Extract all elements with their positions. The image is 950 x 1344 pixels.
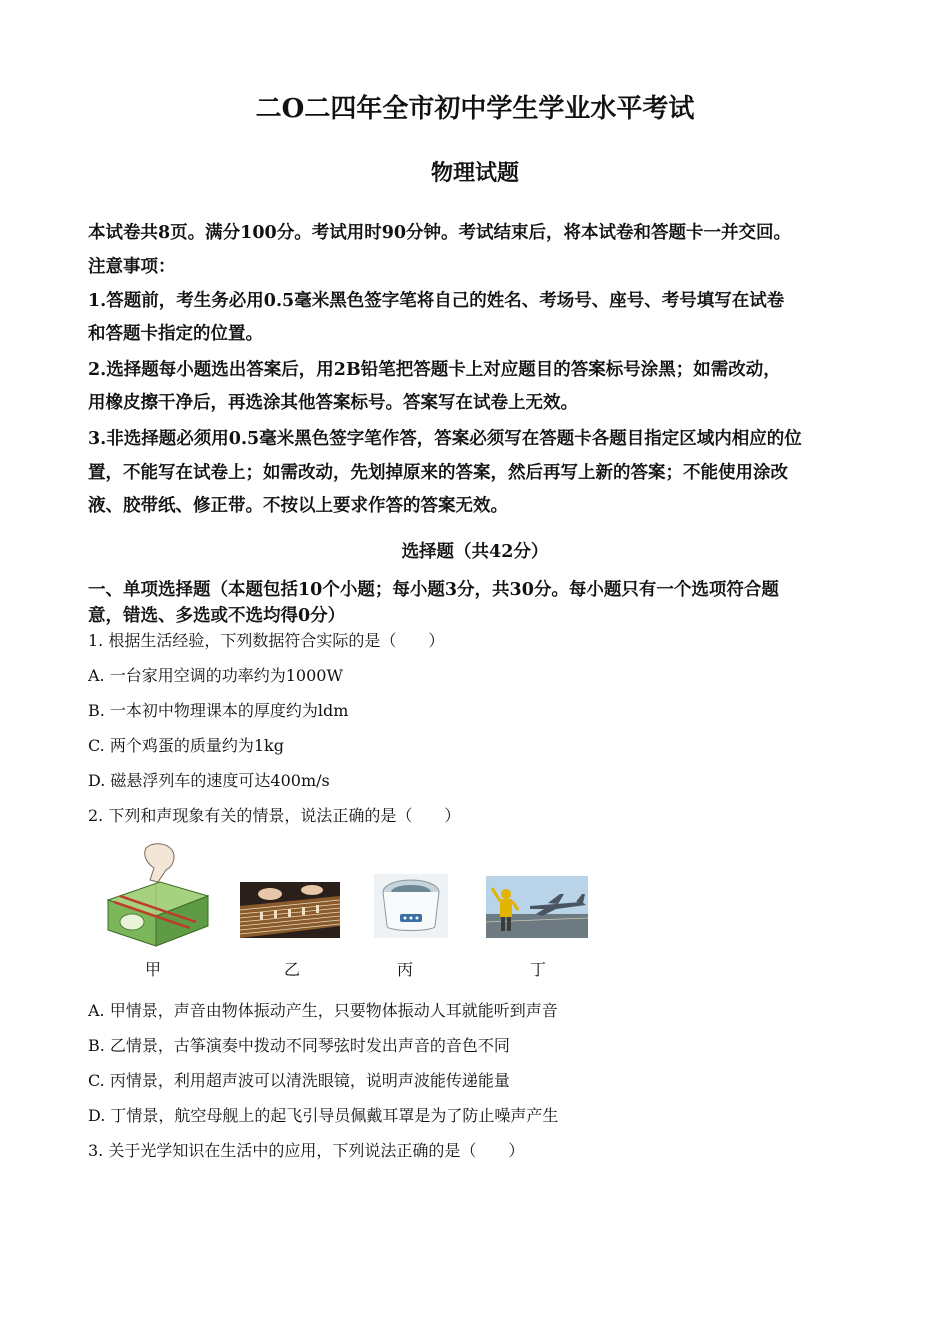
note-3-line-2: 置，不能写在试卷上；如需改动，先划掉原来的答案，然后再写上新的答案；不能使用涂改 bbox=[88, 463, 788, 483]
question-2-option-b: B. 乙情景，古筝演奏中拨动不同琴弦时发出声音的音色不同 bbox=[88, 1036, 510, 1055]
figure-caption-jia: 甲 bbox=[144, 960, 161, 979]
note-2-line-1: 2.选择题每小题选出答案后，用2B铅笔把答题卡上对应题目的答案标号涂黑；如需改动， bbox=[88, 360, 781, 380]
exam-title: 二O二四年全市初中学生学业水平考试 bbox=[255, 94, 695, 124]
question-2-option-a: A. 甲情景，声音由物体振动产生，只要物体振动人耳就能听到声音 bbox=[88, 1001, 558, 1020]
question-1-stem: 1. 根据生活经验，下列数据符合实际的是（ ） bbox=[88, 631, 445, 650]
rubber-band-box-figure bbox=[100, 842, 212, 950]
exam-subtitle: 物理试题 bbox=[430, 160, 519, 186]
note-1-line-2: 和答题卡指定的位置。 bbox=[88, 324, 263, 344]
question-1-option-a: A. 一台家用空调的功率约为1000W bbox=[88, 666, 343, 685]
carrier-launch-officer-figure bbox=[486, 876, 588, 938]
note-3-line-1: 3.非选择题必须用0.5毫米黑色签字笔作答，答案必须写在答题卡各题目指定区域内相应的位 bbox=[88, 429, 802, 449]
ultrasonic-cleaner-figure bbox=[374, 874, 448, 938]
note-2-line-2: 用橡皮擦干净后，再选涂其他答案标号。答案写在试卷上无效。 bbox=[88, 393, 578, 413]
figure-caption-ding: 丁 bbox=[529, 960, 546, 979]
question-2-option-d: D. 丁情景，航空母舰上的起飞引导员佩戴耳罩是为了防止噪声产生 bbox=[88, 1106, 559, 1125]
note-3-line-3: 液、胶带纸、修正带。不按以上要求作答的答案无效。 bbox=[88, 496, 508, 516]
notes-heading: 注意事项： bbox=[88, 257, 176, 277]
part-1-heading-line-2: 意，错选、多选或不选均得0分） bbox=[88, 606, 346, 626]
guzheng-figure bbox=[240, 882, 340, 938]
note-1-line-1: 1.答题前，考生务必用0.5毫米黑色签字笔将自己的姓名、考场号、座号、考号填写在试卷 bbox=[88, 291, 785, 311]
question-3-stem: 3. 关于光学知识在生活中的应用，下列说法正确的是（ ） bbox=[88, 1141, 525, 1160]
intro-line: 本试卷共8页。满分100分。考试用时90分钟。考试结束后，将本试卷和答题卡一并交回。 bbox=[88, 223, 792, 243]
question-1-option-b: B. 一本初中物理课本的厚度约为ldm bbox=[88, 701, 349, 720]
question-2-option-c: C. 丙情景，利用超声波可以清洗眼镜，说明声波能传递能量 bbox=[88, 1071, 510, 1090]
figure-caption-bing: 丙 bbox=[396, 960, 413, 979]
question-1-option-c: C. 两个鸡蛋的质量约为1kg bbox=[88, 736, 284, 755]
part-1-heading-line-1: 一、单项选择题（本题包括10个小题；每小题3分，共30分。每小题只有一个选项符合题 bbox=[88, 580, 779, 600]
question-2-stem: 2. 下列和声现象有关的情景，说法正确的是（ ） bbox=[88, 806, 461, 825]
section-title: 选择题（共42分） bbox=[401, 542, 549, 562]
figure-caption-yi: 乙 bbox=[283, 960, 300, 979]
question-1-option-d: D. 磁悬浮列车的速度可达400m/s bbox=[88, 771, 330, 790]
